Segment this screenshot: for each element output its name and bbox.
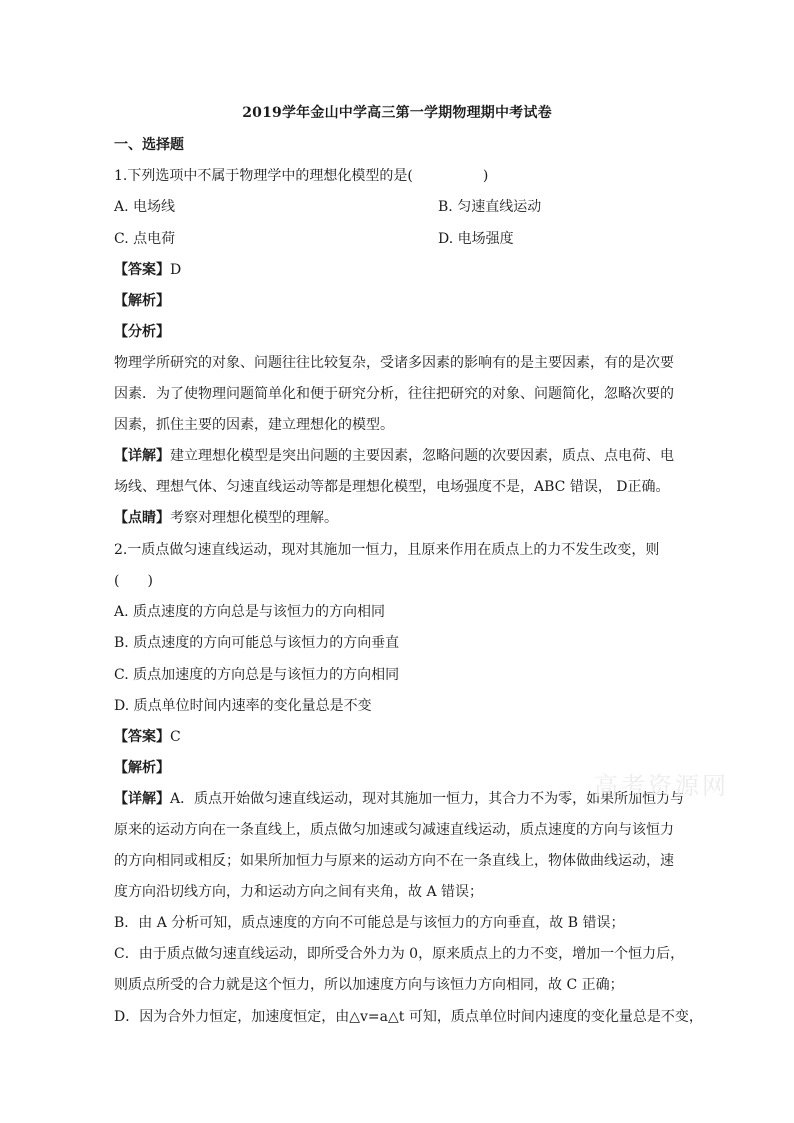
section-heading: 一、选择题 (114, 137, 184, 153)
q1-stem: 1.下列选项中不属于物理学中的理想化模型的是( ) (114, 168, 489, 184)
q1-answer (114, 261, 181, 279)
q2-stem: 2.一质点做匀速直线运动，现对其施加一恒力，且原来作用在质点上的力不发生改变，则 (114, 542, 660, 558)
answer-tag: 【答案】 (114, 729, 170, 745)
q1-option-d: D. 电场强度 (438, 231, 514, 247)
q2-option-d-explanation: D．因为合外力恒定，加速度恒定，由△v=a△t 可知，质点单位时间内速度的变化量总是不变， (114, 1009, 703, 1025)
q2-stem-bracket: ( ) (114, 573, 153, 589)
q1-remark (114, 509, 338, 527)
detail-tag: 【详解】 (114, 791, 170, 807)
q1-fenxi-tag: 【分析】 (114, 324, 170, 340)
q2-detail-line: 的方向相同或相反；如果所加恒力与原来的运动方向不在一条直线上，物体做曲线运动，速 (114, 853, 674, 869)
answer-tag: 【答案】 (114, 262, 170, 278)
detail-tag: 【详解】 (114, 448, 170, 464)
exam-title: 2019学年金山中学高三第一学期物理期中考试卷 (242, 105, 552, 121)
q2-detail-line: 原来的运动方向在一条直线上，质点做匀加速或匀减速直线运动，质点速度的方向与该恒力 (114, 822, 674, 838)
q2-option-c-explanation: C．由于质点做匀速直线运动，即所受合外力为 0，原来质点上的力不变，增加一个恒力后， (114, 946, 685, 962)
q2-option-c: C. 质点加速度的方向总是与该恒力的方向相同 (114, 667, 400, 683)
q2-analysis-tag: 【解析】 (114, 760, 170, 776)
q2-option-c-explanation-cont: 则质点所受的合力就是这个恒力，所以加速度方向与该恒力方向相同，故 C 正确； (114, 977, 624, 993)
q1-analysis-tag: 【解析】 (114, 293, 170, 309)
q1-option-a: A. 电场线 (114, 199, 176, 215)
q1-option-c: C. 点电荷 (114, 231, 176, 247)
detail-text: 建立理想化模型是突出问题的主要因素，忽略问题的次要因素，质点、点电荷、电 (170, 448, 674, 464)
q1-fenxi-line: 因素，抓住主要的因素，建立理想化的模型。 (114, 417, 394, 433)
q2-option-a: A. 质点速度的方向总是与该恒力的方向相同 (114, 604, 386, 620)
q2-detail-line: 度方向沿切线方向，力和运动方向之间有夹角，故 A 错误； (114, 884, 484, 900)
q2-option-b-explanation: B．由 A 分析可知，质点速度的方向不可能总是与该恒力的方向垂直，故 B 错误； (114, 915, 625, 931)
q2-answer (114, 728, 181, 746)
answer-value: D (170, 262, 182, 278)
q2-option-d: D. 质点单位时间内速率的变化量总是不变 (114, 698, 372, 714)
q1-fenxi-line: 因素．为了使物理问题简单化和便于研究分析，往往把研究的对象、问题简化，忽略次要的 (114, 386, 674, 402)
q1-fenxi-line: 物理学所研究的对象、问题往往比较复杂，受诸多因素的影响有的是主要因素，有的是次要 (114, 355, 674, 371)
q1-option-b: B. 匀速直线运动 (438, 199, 542, 215)
q2-option-b: B. 质点速度的方向可能总与该恒力的方向垂直 (114, 635, 400, 651)
remark-tag: 【点睛】 (114, 510, 170, 526)
q1-detail (114, 447, 674, 465)
watermark: 高考资源网 (594, 772, 729, 800)
answer-value: C (170, 729, 181, 745)
detail-text: A．质点开始做匀速直线运动，现对其施加一恒力，其合力不为零，如果所加恒力与 (170, 791, 685, 807)
remark-text: 考察对理想化模型的理解。 (170, 510, 338, 526)
q1-detail-line: 场线、理想气体、匀速直线运动等都是理想化模型，电场强度不是，ABC 错误， D正确。 (114, 479, 670, 495)
